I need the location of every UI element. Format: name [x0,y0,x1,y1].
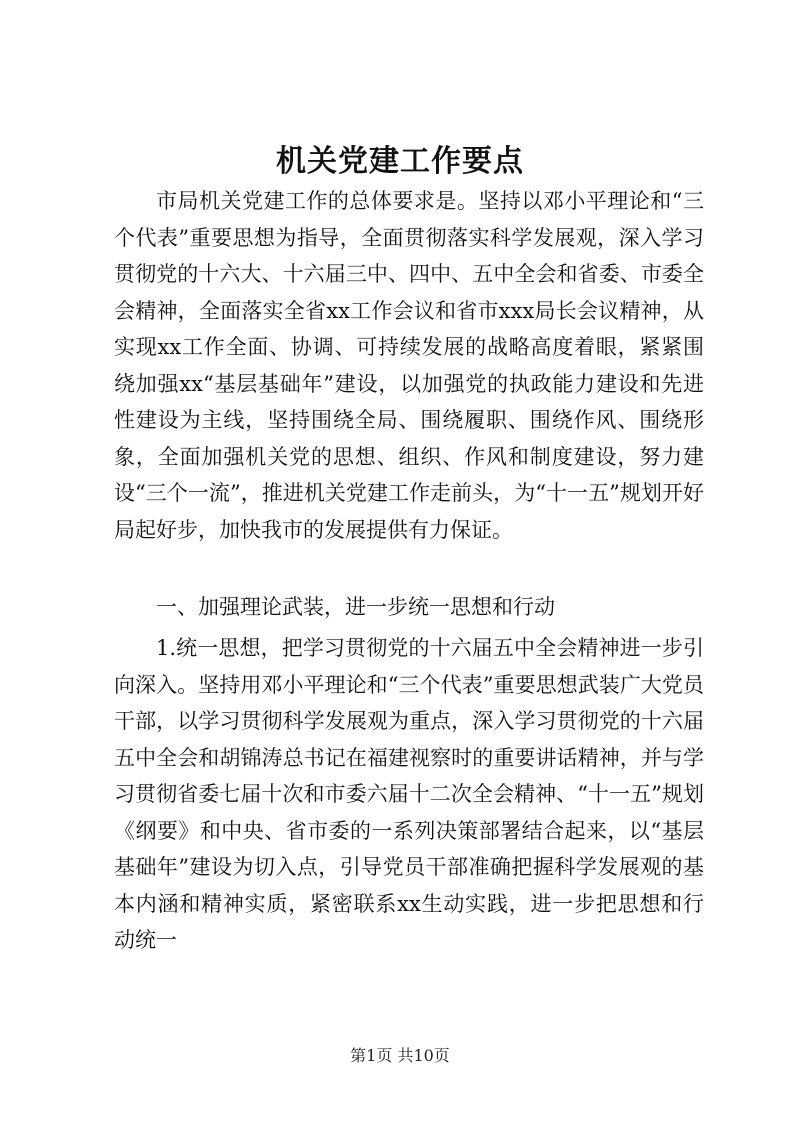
section-heading-theory: 一、加强理论武装，进一步统一思想和行动 [156,595,555,619]
page-number-footer: 第1页 共10页 [350,1046,450,1065]
document-title: 机关党建工作要点 [276,144,524,179]
paragraph-unify-thinking: 1.统一思想，把学习贯彻党的十六届五中全会精神进一步引向深入。坚持用邓小平理论和“三个代表”重要思想武装广大党员干部，以学习贯彻科学发展观为重点，深入学习贯彻党的十六届五中全会和胡锦涛总书记在福建视察时的重要讲话精神，并与学习贯彻省委七届十次和市委六届十二次全会精神、“十一五”规划《纲要》和中央、省市委的一系列决策部署结合起来，以“基层基础年”建设为切入点，引导党员干部准确把握科学发展观的基本内涵和精神实质，紧密联系xx生动实践，进一步把思想和行动统一 [114,636,704,952]
paragraph-general-requirements: 市局机关党建工作的总体要求是。坚持以邓小平理论和“三个代表”重要思想为指导，全面贯彻落实科学发展观，深入学习贯彻党的十六大、十六届三中、四中、五中全会和省委、市委全会精神，全面落实全省xx工作会议和省市xxx局长会议精神，从实现xx工作全面、协调、可持续发展的战略高度着眼，紧紧围绕加强xx“基层基础年”建设，以加强党的执政能力建设和先进性建设为主线，坚持围绕全局、围绕履职、围绕作风、围绕形象，全面加强机关党的思想、组织、作风和制度建设，努力建设“三个一流”，推进机关党建工作走前头，为“十一五”规划开好局起好步，加快我市的发展提供有力保证。 [114,189,704,542]
